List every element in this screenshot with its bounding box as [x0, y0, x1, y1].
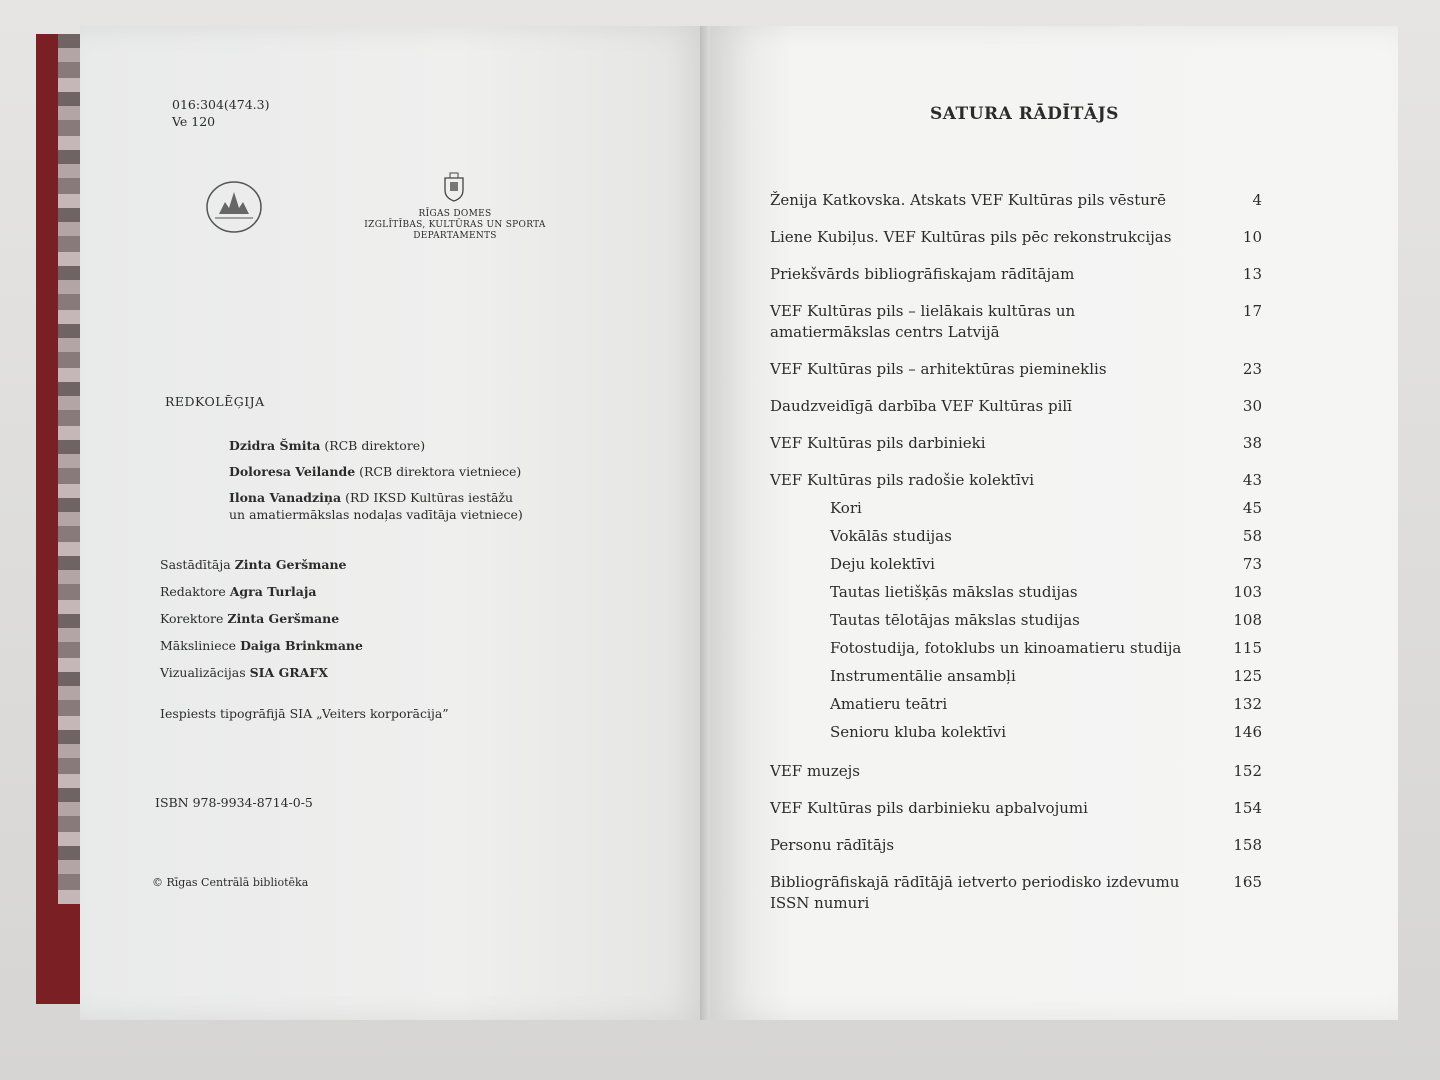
toc-entry-title: VEF Kultūras pils darbinieki [770, 434, 986, 452]
credit-name: Agra Turlaja [229, 584, 317, 599]
toc-entry [770, 554, 1262, 575]
member-role: (RCB direktore) [320, 438, 426, 453]
credit-name: Daiga Brinkmane [240, 638, 363, 653]
toc-entry [770, 638, 1262, 659]
credit-label: Māksliniece [160, 638, 241, 653]
toc-entry-title: Daudzveidīgā darbība VEF Kultūras pilī [770, 397, 1072, 415]
board-member [229, 463, 529, 480]
toc-entry-page: 30 [1242, 397, 1262, 415]
credits-list [160, 556, 363, 691]
toc-entry-page: 17 [1242, 302, 1262, 320]
credit-label: Korektore [160, 611, 228, 626]
toc-entry [770, 582, 1262, 603]
credit-line [160, 583, 363, 600]
toc-entry [770, 433, 1262, 454]
credit-line [160, 664, 363, 681]
toc-entry [770, 498, 1262, 519]
credit-label: Redaktore [160, 584, 230, 599]
member-name: Ilona Vanadziņa [229, 490, 342, 505]
toc-entry-title: Kori [830, 499, 862, 517]
board-member [229, 437, 529, 454]
toc-entry-page: 43 [1242, 471, 1262, 489]
credit-label: Sastādītāja [160, 557, 235, 572]
toc-entry-page: 165 [1233, 873, 1262, 891]
toc-entry-title: Fotostudija, fotoklubs un kinoamatieru studija [830, 639, 1182, 657]
toc-entry-title: Amatieru teātri [830, 695, 948, 713]
toc-entry-title: Personu rādītājs [770, 836, 895, 854]
member-name: Dzidra Šmita [229, 438, 321, 453]
riga-crest-icon [443, 172, 465, 202]
board-member [229, 489, 529, 523]
toc-entry [770, 666, 1262, 687]
toc-entry-page: 132 [1233, 695, 1262, 713]
toc-entry-page: 13 [1242, 265, 1262, 283]
toc-entry [770, 610, 1262, 631]
copyright-line: © Rīgas Centrālā bibliotēka [152, 876, 309, 889]
udc-block [172, 96, 269, 130]
printer-line: Iespiests tipogrāfijā SIA „Veiters korporācija” [160, 706, 449, 721]
credit-label: Vizualizācijas [160, 665, 250, 680]
toc-entry-page: 146 [1233, 723, 1262, 741]
credit-line [160, 637, 363, 654]
table-of-contents [770, 190, 1262, 930]
credit-name: Zinta Geršmane [227, 611, 340, 626]
toc-entry [770, 396, 1262, 417]
toc-entry-title: Tautas lietišķās mākslas studijas [830, 583, 1078, 601]
dept-line-2: IZGLĪTĪBAS, KULTŪRAS UN SPORTA DEPARTAMENTS [364, 220, 546, 241]
toc-entry [770, 872, 1262, 914]
toc-entry-page: 38 [1242, 434, 1262, 452]
toc-entry [770, 190, 1262, 211]
member-role: (RCB direktora vietniece) [355, 464, 522, 479]
toc-entry-page: 103 [1233, 583, 1262, 601]
toc-entry [770, 470, 1262, 491]
credit-line [160, 610, 363, 627]
toc-entry [770, 227, 1262, 248]
toc-entry [770, 526, 1262, 547]
toc-entry-page: 45 [1242, 499, 1262, 517]
toc-entry-title: Priekšvārds bibliogrāfiskajam rādītājam [770, 265, 1075, 283]
toc-entry-page: 58 [1242, 527, 1262, 545]
isbn-number: ISBN 978-9934-8714-0-5 [155, 795, 313, 810]
udc-code: 016:304(474.3) [172, 97, 270, 112]
toc-entry-title: VEF Kultūras pils – arhitektūras piemineklis [770, 360, 1107, 378]
dept-line-1: RĪGAS DOMES [418, 209, 492, 219]
toc-entry-title: Deju kolektīvi [830, 555, 935, 573]
editorial-board-heading: REDKOLĒĢIJA [165, 394, 265, 409]
toc-entry-title: Ženija Katkovska. Atskats VEF Kultūras pils vēsturē [770, 191, 1166, 209]
credit-name: SIA GRAFX [249, 665, 328, 680]
member-name: Doloresa Veilande [229, 464, 356, 479]
toc-entry-title: Tautas tēlotājas mākslas studijas [830, 611, 1080, 629]
editorial-board-list [229, 437, 529, 532]
toc-entry-title: VEF muzejs [770, 762, 860, 780]
member-role: (RD IKSD Kultūras iestāžu un amatiermākslas nodaļas vadītāja vietniece) [229, 490, 523, 522]
toc-entry-page: 4 [1252, 191, 1262, 209]
toc-entry [770, 722, 1262, 743]
shelf-code: Ve 120 [172, 114, 216, 129]
toc-entry [770, 761, 1262, 782]
toc-entry-title: VEF Kultūras pils – lielākais kultūras un amatiermākslas centrs Latvijā [770, 302, 1076, 341]
toc-entry-title: Vokālās studijas [830, 527, 952, 545]
toc-entry-page: 154 [1233, 799, 1262, 817]
library-logo-icon [205, 178, 263, 236]
toc-entry-title: VEF Kultūras pils darbinieku apbalvojumi [770, 799, 1088, 817]
toc-entry [770, 359, 1262, 380]
toc-entry [770, 835, 1262, 856]
toc-title: SATURA RĀDĪTĀJS [930, 104, 1119, 124]
toc-entry-page: 115 [1233, 639, 1262, 657]
toc-entry-page: 73 [1242, 555, 1262, 573]
toc-entry [770, 301, 1262, 343]
toc-entry-page: 108 [1233, 611, 1262, 629]
toc-entry-title: Liene Kubiļus. VEF Kultūras pils pēc rekonstrukcijas [770, 228, 1172, 246]
toc-entry-title: Senioru kluba kolektīvi [830, 723, 1007, 741]
toc-entry-page: 125 [1233, 667, 1262, 685]
toc-entry-title: VEF Kultūras pils radošie kolektīvi [770, 471, 1035, 489]
toc-entry-title: Bibliogrāfiskajā rādītājā ietverto periodisko izdevumu ISSN numuri [770, 873, 1180, 912]
toc-entry [770, 694, 1262, 715]
credit-name: Zinta Geršmane [234, 557, 347, 572]
toc-entry-title: Instrumentālie ansambļi [830, 667, 1016, 685]
toc-entry [770, 798, 1262, 819]
toc-entry [770, 264, 1262, 285]
toc-entry-page: 10 [1242, 228, 1262, 246]
toc-entry-page: 158 [1233, 836, 1262, 854]
toc-entry-page: 23 [1242, 360, 1262, 378]
department-name [330, 209, 580, 242]
credit-line [160, 556, 363, 573]
toc-entry-page: 152 [1233, 762, 1262, 780]
